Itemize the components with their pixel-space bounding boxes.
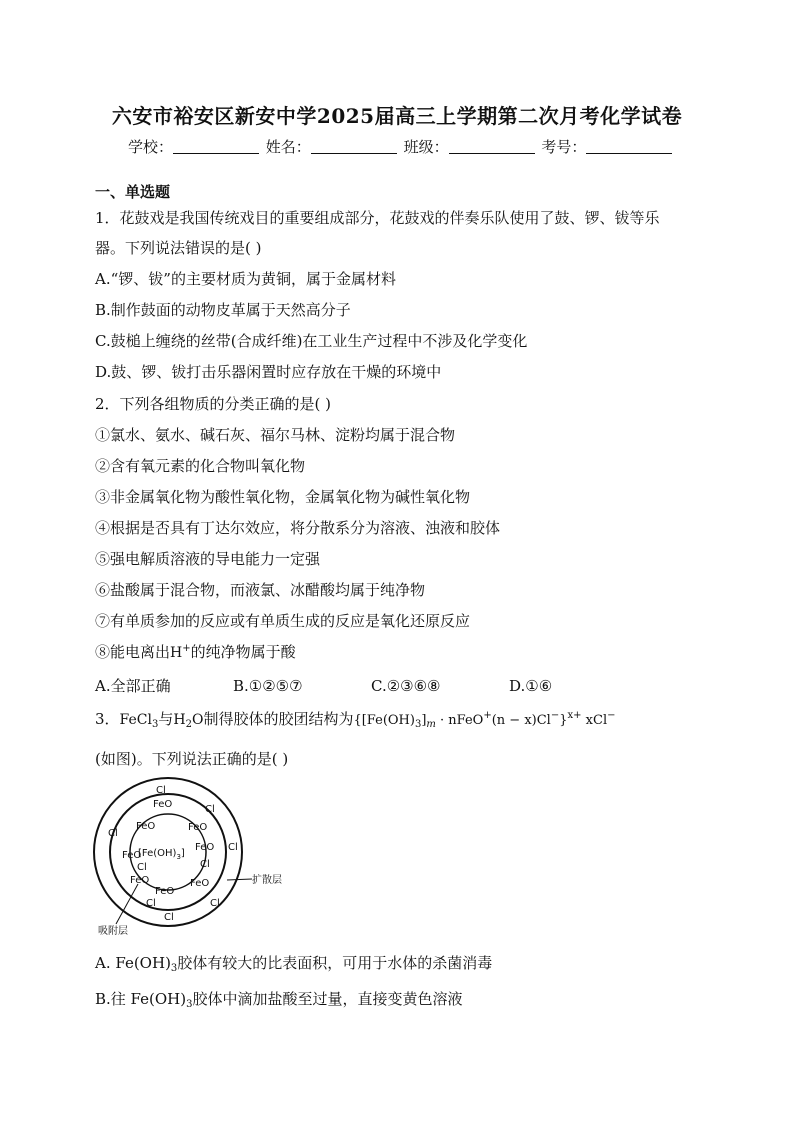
formula-part: {[Fe(OH) [353,713,415,728]
feo-label: FeO [188,822,208,833]
fecl3 [120,712,159,728]
cl-label: Cl [156,785,166,796]
formula-sup: x+ [567,710,582,721]
exam-title: 六安市裕安区新安中学2025届高三上学期第二次月考化学试卷 [111,104,683,128]
q3-a-pre: A. Fe(OH) [95,954,171,972]
cl-label: Cl [108,828,118,839]
school-label: 学校： [128,138,174,156]
class-blank[interactable] [449,139,535,154]
core-label: $[Fe(OH)_3]$ [138,848,185,861]
formula-part: · nFeO [435,713,484,728]
q2-option-b[interactable]: B.①②⑤⑦ [233,677,303,695]
fecl3-sub: 3 [151,719,159,730]
formula-part: xCl [581,713,608,728]
q2-item: ④根据是否具有丁达尔效应，将分散系分为溶液、浊液和胶体 [95,519,501,537]
feo-label: FeO [195,842,215,853]
q2-item-8 [95,641,296,662]
adsorb-layer-label: 吸附层 [98,926,128,937]
q3-b-sub: 3 [186,999,193,1010]
formula-part: (n − x)Cl [491,713,551,728]
h2o [173,712,203,728]
name-label: 姓名： [265,138,311,156]
feo-label: FeO [130,875,150,886]
q3-a-sub: 3 [170,963,178,974]
q1-option-a[interactable]: A.“锣、钹”的主要材质为黄铜，属于金属材料 [95,270,396,288]
cl-label: Cl [164,912,174,923]
feo-label: FeO [190,878,210,889]
h-ion-charge: + [182,643,191,654]
formula-sub: m [426,719,436,730]
feo-label: FeO [153,799,173,810]
q3-b-post: 胶体中滴加盐酸至过量，直接变黄色溶液 [192,990,463,1008]
q3-stem-line1 [95,708,616,730]
formula-sup: − [607,710,616,721]
q2-item8-post: 的纯净物属于酸 [190,643,296,661]
feo-label: FeO [136,821,156,832]
cl-label: Cl [210,898,220,909]
q1-option-d[interactable]: D.鼓、锣、钹打击乐器闲置时应存放在干燥的环境中 [95,363,442,381]
q3-mid: 制得胶体的胶团结构为 [203,710,354,728]
h-ion: H [170,645,183,661]
q2-option-a[interactable]: A.全部正确 [95,677,171,695]
h2o-h: H [173,712,186,728]
cl-label: Cl [205,804,215,815]
q3-b-pre: B.往 Fe(OH) [95,990,187,1008]
q3-option-b[interactable] [95,988,463,1010]
cl-label: Cl [146,898,156,909]
h2o-sub: 2 [185,719,192,730]
h2o-o: O [191,712,204,728]
q3-a-post: 胶体有较大的比表面积，可用于水体的杀菌消毒 [177,954,493,972]
section-heading: 一、单选题 [95,183,171,201]
student-info-line [128,136,674,157]
q2-item8-pre: ⑧能电离出 [95,643,171,661]
q3-and: 与 [158,710,174,728]
cl-label: Cl [137,862,147,873]
formula-part: ] [421,713,427,728]
q2-options [95,675,552,696]
class-label: 班级： [403,138,449,156]
formula-sub: 3 [414,719,422,730]
number-label: 考号： [541,138,587,156]
number-blank[interactable] [586,139,672,154]
micelle-diagram [92,776,302,938]
q1-stem-line1: 1．花鼓戏是我国传统戏目的重要组成部分，花鼓戏的伴奏乐队使用了鼓、锣、钹等乐 [95,209,660,227]
q2-item: ①氯水、氨水、碱石灰、福尔马林、淀粉均属于混合物 [95,426,456,444]
school-blank[interactable] [173,139,259,154]
cl-label: Cl [200,859,210,870]
q2-option-d[interactable]: D.①⑥ [509,677,553,695]
q2-stem: 2．下列各组物质的分类正确的是( ) [95,395,332,413]
q2-item: ③非金属氧化物为酸性氧化物，金属氧化物为碱性氧化物 [95,488,471,506]
q1-stem-line2: 器。下列说法错误的是( ) [95,239,262,257]
formula-part: } [559,713,568,728]
q3-option-a[interactable] [95,952,492,974]
formula-sup: + [483,710,492,721]
formula-sup: − [550,710,560,721]
diffuse-pointer [227,879,252,880]
diffuse-layer-label: 扩散层 [252,875,282,886]
feo-label: FeO [122,850,142,861]
q2-item: ⑤强电解质溶液的导电能力一定强 [95,550,321,568]
q3-number: 3． [95,710,120,728]
q1-option-c[interactable]: C.鼓槌上缠绕的丝带(合成纤维)在工业生产过程中不涉及化学变化 [95,332,528,350]
q2-item: ②含有氧元素的化合物叫氧化物 [95,457,306,475]
cl-label: Cl [228,842,238,853]
q2-option-c[interactable]: C.②③⑥⑧ [371,677,441,695]
q1-option-b[interactable]: B.制作鼓面的动物皮革属于天然高分子 [95,301,351,319]
q3-stem-line2: (如图)。下列说法正确的是( ) [95,750,289,768]
q2-item: ⑥盐酸属于混合物，而液氯、冰醋酸均属于纯净物 [95,581,426,599]
q2-item: ⑦有单质参加的反应或有单质生成的反应是氧化还原反应 [95,612,471,630]
feo-label: FeO [155,886,175,897]
name-blank[interactable] [311,139,397,154]
micelle-formula [353,710,616,730]
fecl3-text: FeCl [119,712,152,728]
